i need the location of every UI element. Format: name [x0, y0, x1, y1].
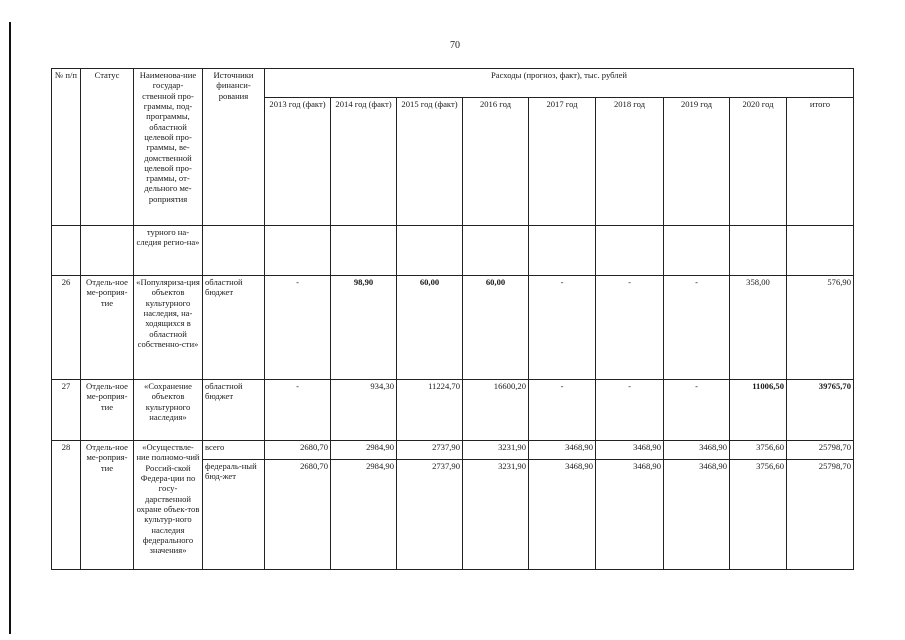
row-name: «Сохранение объектов культурного наследия» — [134, 380, 203, 441]
table-cell — [463, 226, 529, 276]
row-value: - — [529, 276, 596, 380]
row-value: 3231,90 — [463, 460, 529, 570]
header-year: 2014 год (факт) — [331, 98, 397, 226]
table-row — [52, 441, 854, 460]
row-name: «Осуществле-ние полномо-чий Россий-ской Федера-ции по госу-дарственной охране объек-тов культур-ного наследия федерального значения» — [134, 441, 203, 570]
row-value: 3468,90 — [596, 441, 664, 460]
row-value: 934,30 — [331, 380, 397, 441]
header-year: 2018 год — [596, 98, 664, 226]
row-number: 28 — [52, 441, 81, 570]
table-cell — [397, 226, 463, 276]
table-cell — [664, 226, 730, 276]
row-value: 98,90 — [331, 276, 397, 380]
row-source: всего — [203, 441, 265, 460]
row-value: 2984,90 — [331, 441, 397, 460]
row-value: 11006,50 — [730, 380, 787, 441]
row-value: 3468,90 — [664, 460, 730, 570]
header-year: 2013 год (факт) — [265, 98, 331, 226]
row-value: - — [529, 380, 596, 441]
continuation-name: турного на-следия регио-на» — [134, 226, 203, 276]
row-value: 3468,90 — [529, 441, 596, 460]
row-value: 3468,90 — [664, 441, 730, 460]
row-value: 2984,90 — [331, 460, 397, 570]
row-value: 3468,90 — [529, 460, 596, 570]
row-number: 27 — [52, 380, 81, 441]
row-status: Отдель-ное ме-роприя-тие — [81, 441, 134, 570]
header-status: Статус — [81, 69, 134, 226]
header-expenses: Расходы (прогноз, факт), тыс. рублей — [265, 69, 854, 98]
row-total: 25798,70 — [787, 441, 854, 460]
header-row — [52, 69, 854, 98]
row-value: 358,00 — [730, 276, 787, 380]
table-cell — [331, 226, 397, 276]
page-binding-edge — [9, 22, 11, 634]
row-value: - — [265, 380, 331, 441]
row-total: 25798,70 — [787, 460, 854, 570]
page-number: 70 — [450, 40, 460, 51]
table-cell — [787, 226, 854, 276]
table-cell — [596, 226, 664, 276]
row-status: Отдель-ное ме-роприя-тие — [81, 380, 134, 441]
row-source: областной бюджет — [203, 276, 265, 380]
row-value: 60,00 — [463, 276, 529, 380]
row-value: - — [596, 380, 664, 441]
header-name: Наименова-ние государ-ственной про-граммы, под-программы, областной целевой про-граммы, ве-домственной целевой про-граммы, от-дельного ме-роприятия — [134, 69, 203, 226]
header-total: итого — [787, 98, 854, 226]
row-value: 3231,90 — [463, 441, 529, 460]
row-value: 3756,60 — [730, 441, 787, 460]
header-source: Источники финанси-рования — [203, 69, 265, 226]
row-value: - — [596, 276, 664, 380]
row-value: 3468,90 — [596, 460, 664, 570]
table-cell — [265, 226, 331, 276]
table-cell — [52, 226, 81, 276]
row-value: - — [664, 276, 730, 380]
header-number: № п/п — [52, 69, 81, 226]
table-cell — [730, 226, 787, 276]
row-value: 2680,70 — [265, 441, 331, 460]
table-row — [52, 276, 854, 380]
row-value: 60,00 — [397, 276, 463, 380]
row-source: федераль-ный бюд-жет — [203, 460, 265, 570]
header-year: 2017 год — [529, 98, 596, 226]
header-year: 2019 год — [664, 98, 730, 226]
header-year: 2016 год — [463, 98, 529, 226]
row-value: - — [664, 380, 730, 441]
row-status: Отдель-ное ме-роприя-тие — [81, 276, 134, 380]
table-cell — [529, 226, 596, 276]
header-year: 2020 год — [730, 98, 787, 226]
row-number: 26 — [52, 276, 81, 380]
budget-table — [51, 68, 854, 570]
row-value: 2737,90 — [397, 460, 463, 570]
row-total: 576,90 — [787, 276, 854, 380]
row-value: 2737,90 — [397, 441, 463, 460]
row-value: 11224,70 — [397, 380, 463, 441]
row-value: - — [265, 276, 331, 380]
row-source: областной бюджет — [203, 380, 265, 441]
row-value: 16600,20 — [463, 380, 529, 441]
table-row — [52, 380, 854, 441]
row-name: «Популяриза-ция объектов культурного наследия, на-ходящихся в областной собственно-сти» — [134, 276, 203, 380]
table-cell — [203, 226, 265, 276]
header-year: 2015 год (факт) — [397, 98, 463, 226]
row-total: 39765,70 — [787, 380, 854, 441]
row-value: 3756,60 — [730, 460, 787, 570]
table-cell — [81, 226, 134, 276]
continuation-row — [52, 226, 854, 276]
row-value: 2680,70 — [265, 460, 331, 570]
